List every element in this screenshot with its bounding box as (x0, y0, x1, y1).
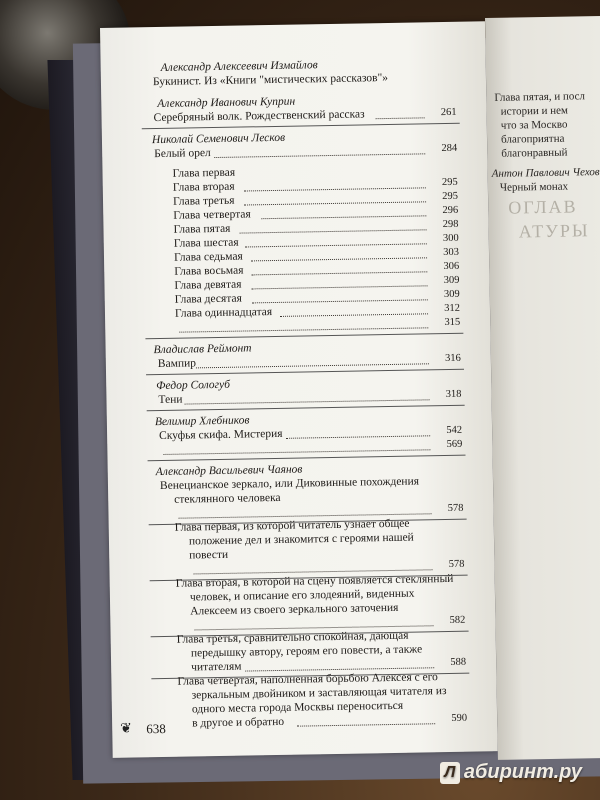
toc-entry-title: Глава четвертая, наполненная борьбою Алексея с его (177, 671, 438, 688)
site-watermark (440, 761, 582, 784)
toc-entry-title: Венецианское зеркало, или Диковинные похождения (159, 475, 420, 493)
table-of-contents (100, 21, 498, 758)
toc-entry-title: Алексеем из своего зеркального заточения (190, 601, 399, 618)
toc-page-number: 542 (446, 424, 463, 437)
toc-entry-title: Вампир (157, 357, 197, 371)
toc-page-number: 309 (443, 274, 460, 287)
toc-page-number: 306 (443, 260, 460, 273)
flourish-ornament-icon: ❦ (120, 721, 133, 737)
toc-author: Александр Васильевич Чаянов (155, 463, 303, 479)
toc-entry-title: Глава седьмая (173, 250, 243, 264)
toc-entry-title: Глава первая (172, 166, 236, 180)
toc-page-number: 261 (440, 106, 457, 119)
toc-page-number: 578 (447, 502, 464, 515)
right-page (485, 16, 600, 760)
toc-leader-dots (163, 449, 430, 455)
toc-entry-title: Тени (158, 393, 183, 407)
toc-page-number: 578 (448, 558, 465, 570)
section-divider (145, 333, 463, 340)
toc-leader-dots (297, 723, 435, 726)
toc-entry-title: Глава третья, сравнительно спокойная, дающая (176, 629, 409, 646)
right-page-line: Черный монах (499, 180, 569, 194)
toc-page-number: 312 (444, 302, 461, 315)
toc-entry-title: Скуфья скифа. Мистерия (159, 427, 283, 443)
section-divider (147, 405, 465, 412)
toc-author: Александр Алексеевич Измайлов (160, 59, 318, 74)
toc-entry-title: Глава первая, из которой читатель узнает общее (174, 517, 410, 534)
toc-entry-title: Глава одиннадцатая (174, 306, 273, 320)
toc-page-number: 300 (442, 232, 459, 245)
toc-entry-title: Глава шестая (173, 236, 239, 250)
toc-author: Николай Семенович Лесков (151, 131, 286, 147)
watermark-text: абиринт.ру (463, 761, 582, 783)
toc-leader-dots (376, 117, 425, 119)
toc-page-number: 315 (444, 316, 461, 329)
right-page-show-through: ОГЛАВ (508, 196, 578, 218)
toc-page-number: 309 (443, 288, 460, 301)
toc-leader-dots (286, 435, 430, 439)
toc-page-number: 316 (444, 352, 461, 365)
toc-entry-title: Глава десятая (174, 292, 242, 306)
right-page-author: Антон Павлович Чехов (491, 166, 600, 180)
left-page (100, 21, 498, 758)
toc-author: Велимир Хлебников (154, 414, 250, 429)
right-page-show-through: АТУРЫ (518, 220, 590, 242)
toc-entry-title: Глава вторая, в которой на сцену появляется стеклянный (175, 572, 454, 590)
toc-entry-title: Глава четвертая (173, 208, 251, 222)
toc-entry-title: одного места города Москвы переноситься (191, 699, 404, 716)
toc-entry-title: положение дел и знакомится с героями нашей (188, 531, 414, 548)
toc-page-number: 295 (442, 190, 459, 203)
toc-entry-title: в другое и обратно (192, 715, 285, 730)
right-page-line: истории и нем (500, 104, 569, 118)
toc-author: Федор Сологуб (156, 378, 231, 393)
toc-leader-dots (214, 153, 425, 158)
toc-leader-dots (244, 201, 426, 205)
toc-entry-title: Серебряный волк. Рождественский рассказ (153, 108, 365, 125)
toc-entry-title: читателям (191, 660, 242, 674)
toc-entry-title: человек, и описание его злодеяний, виденных (189, 587, 415, 604)
right-page-line: благоприятна (501, 132, 565, 146)
toc-leader-dots (179, 327, 428, 332)
toc-page-number: 588 (450, 656, 467, 668)
toc-page-number: 284 (441, 142, 458, 155)
section-divider (148, 455, 466, 462)
toc-entry-title: передышку автору, героям его повести, а также (190, 643, 423, 660)
toc-page-number: 582 (449, 614, 466, 626)
toc-leader-dots (251, 257, 427, 261)
toc-entry-title: повести (189, 548, 229, 562)
toc-leader-dots (280, 313, 428, 317)
toc-leader-dots (196, 363, 429, 368)
toc-author: Александр Иванович Куприн (157, 95, 296, 111)
toc-leader-dots (245, 243, 427, 247)
toc-entry-title: Глава третья (172, 194, 235, 208)
toc-entry-title: Белый орел (154, 147, 211, 161)
toc-page-number: 298 (442, 218, 459, 231)
toc-entry-title: Глава пятая (173, 222, 231, 236)
toc-leader-dots (244, 187, 426, 191)
right-page-line: благонравный (501, 146, 568, 160)
toc-leader-dots (251, 285, 427, 289)
toc-author: Владислав Реймонт (153, 342, 252, 357)
toc-leader-dots (252, 299, 428, 303)
toc-entry-title: Глава восьмая (174, 264, 244, 278)
toc-entry-title: зеркальным двойником и заставляющая читателя из (191, 685, 447, 702)
toc-leader-dots (251, 271, 427, 275)
page-number: 638 (146, 720, 166, 737)
toc-page-number: 303 (443, 246, 460, 259)
toc-entry-title: Глава девятая (174, 278, 242, 292)
toc-page-number: 296 (442, 204, 459, 217)
toc-entry-title: Букинист. Из «Книги "мистических рассказов"» (152, 71, 389, 89)
watermark-logo-icon: Л (440, 762, 460, 784)
toc-leader-dots (261, 215, 426, 219)
toc-entry-title: Глава вторая (172, 180, 235, 194)
toc-leader-dots (185, 399, 430, 404)
right-page-line: Глава пятая, и посл (494, 90, 586, 104)
toc-page-number: 318 (445, 388, 462, 401)
toc-leader-dots (239, 229, 426, 233)
toc-page-number: 569 (446, 438, 463, 451)
toc-entry-title: стеклянного человека (174, 491, 281, 506)
toc-page-number: 295 (441, 176, 458, 189)
toc-page-number: 590 (451, 712, 468, 724)
right-page-line: что за Москво (500, 118, 568, 132)
